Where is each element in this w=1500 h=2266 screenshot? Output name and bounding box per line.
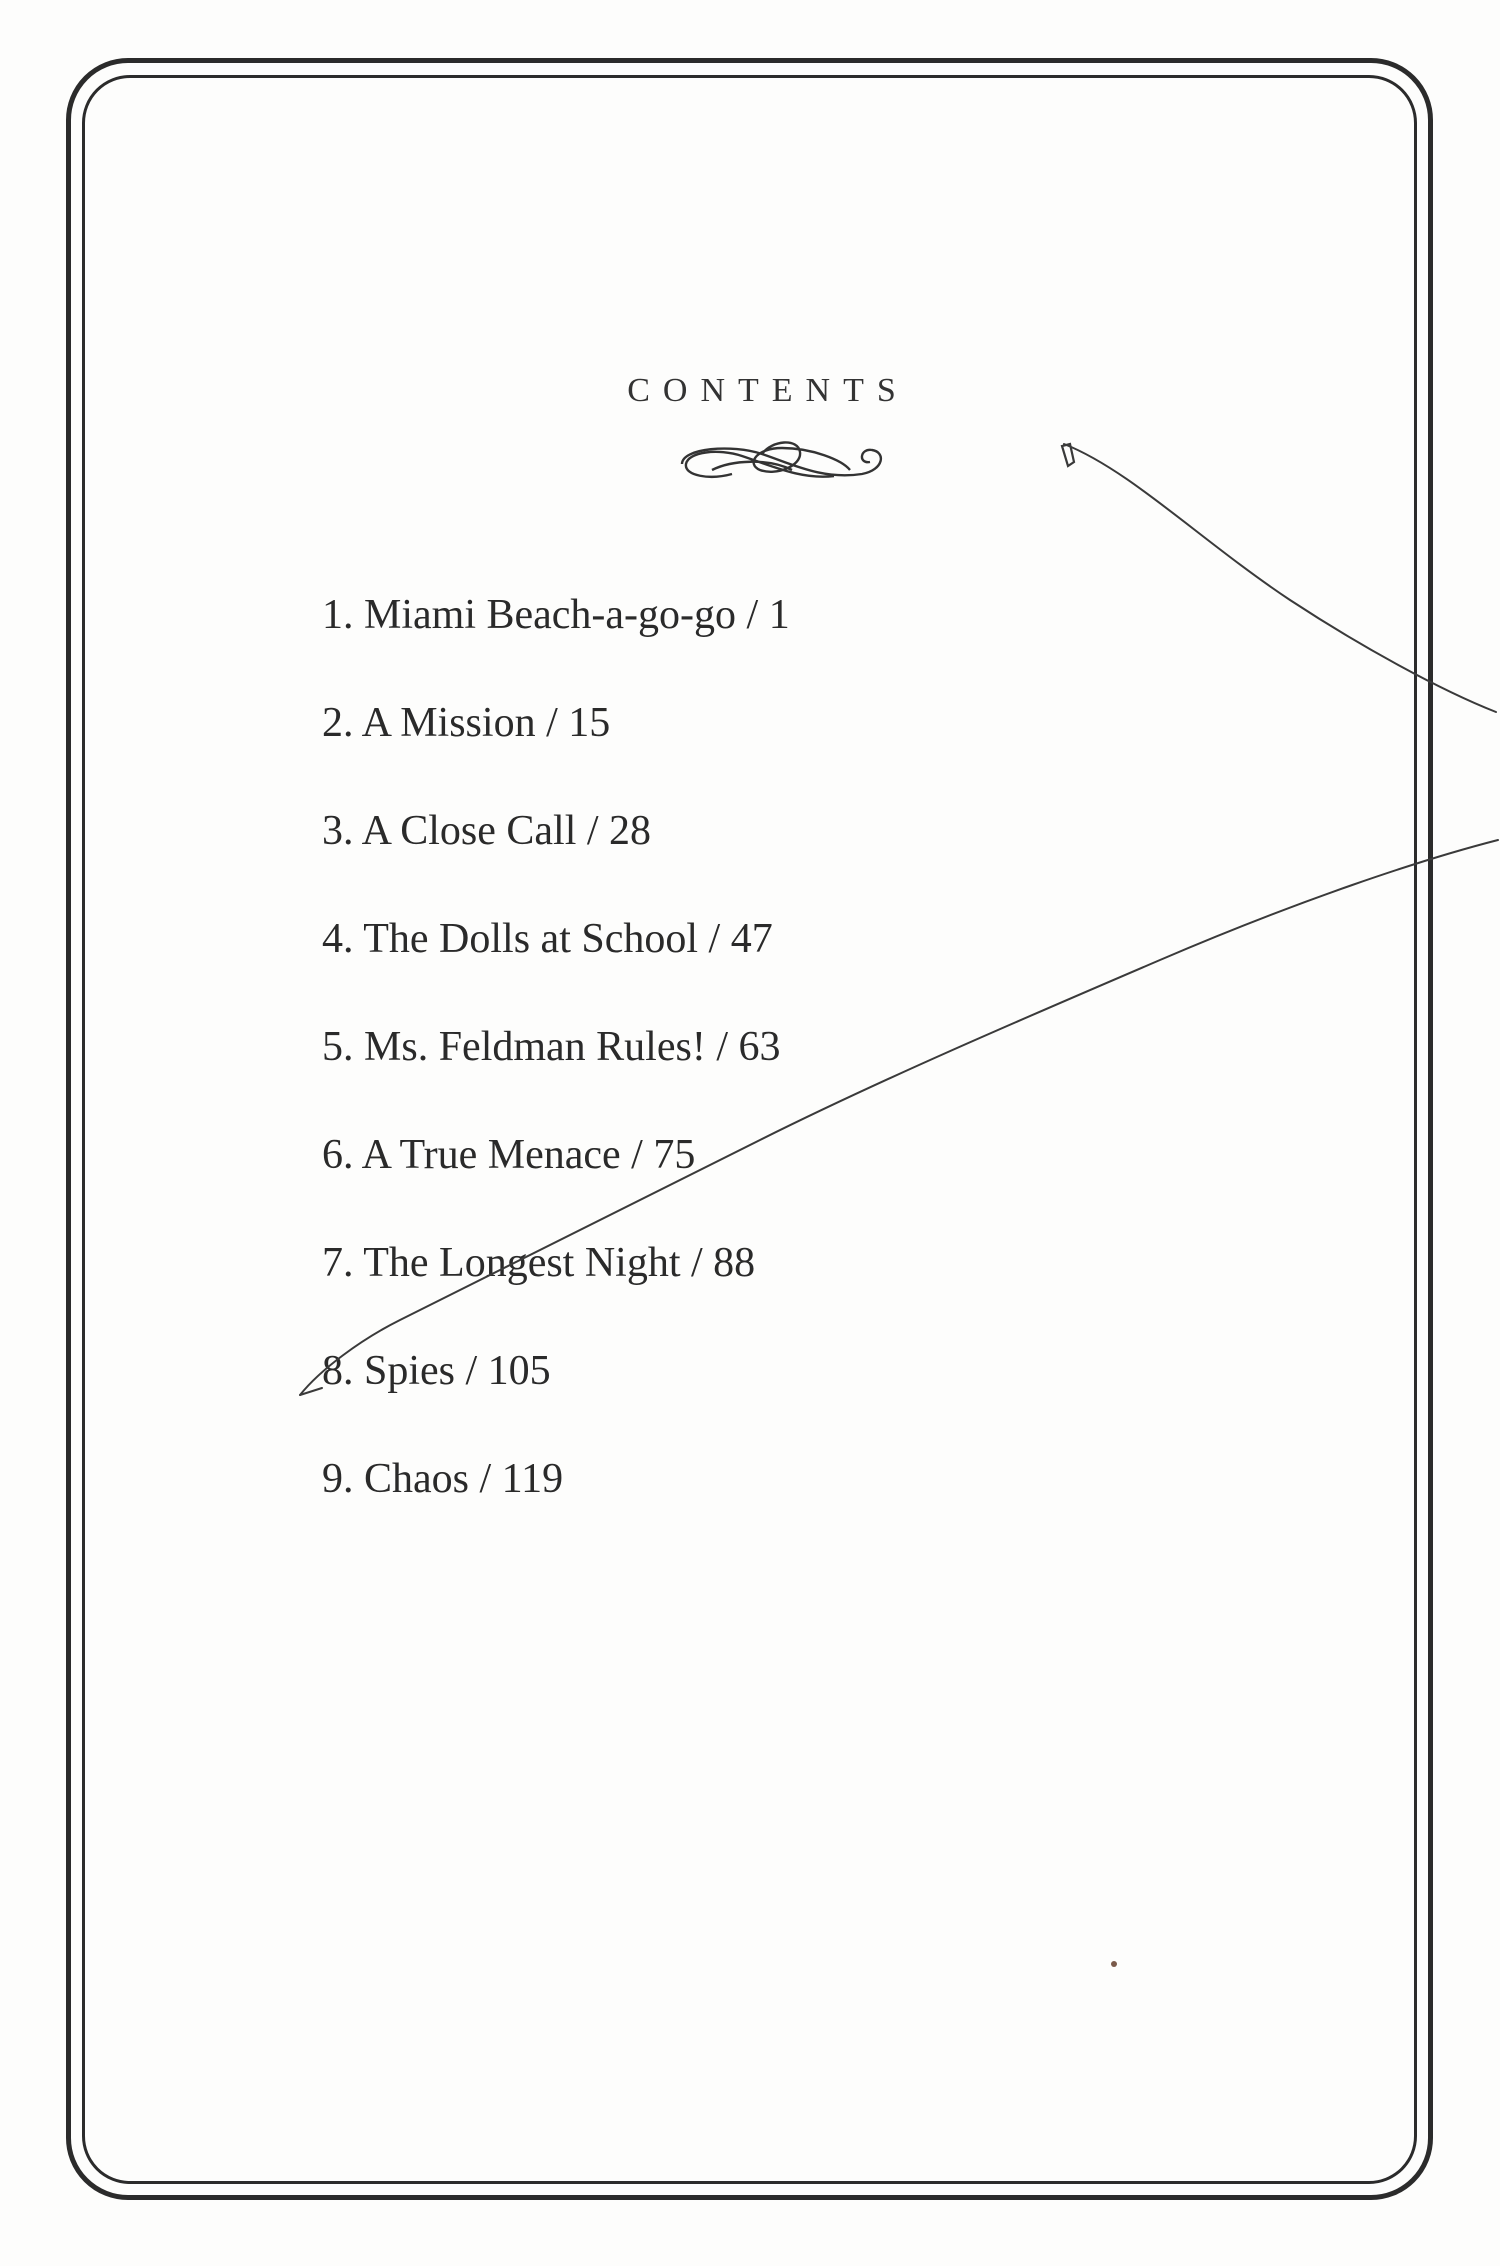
toc-entry: 9. Chaos / 119 [322,1456,564,1502]
toc-entry: 2. A Mission / 15 [322,700,611,746]
toc-entry: 1. Miami Beach-a-go-go / 1 [322,592,790,638]
toc-entry: 4. The Dolls at School / 47 [322,916,773,962]
toc-entry: 3. A Close Call / 28 [322,808,652,854]
toc-entry: 6. A True Menace / 75 [322,1132,696,1178]
table-of-contents [322,590,790,1562]
flourish-ornament-icon [672,430,894,492]
toc-entry: 5. Ms. Feldman Rules! / 63 [322,1024,781,1070]
toc-entry: 7. The Longest Night / 88 [322,1240,756,1286]
toc-entry: 8. Spies / 105 [322,1348,551,1394]
page-title: CONTENTS [627,372,909,409]
